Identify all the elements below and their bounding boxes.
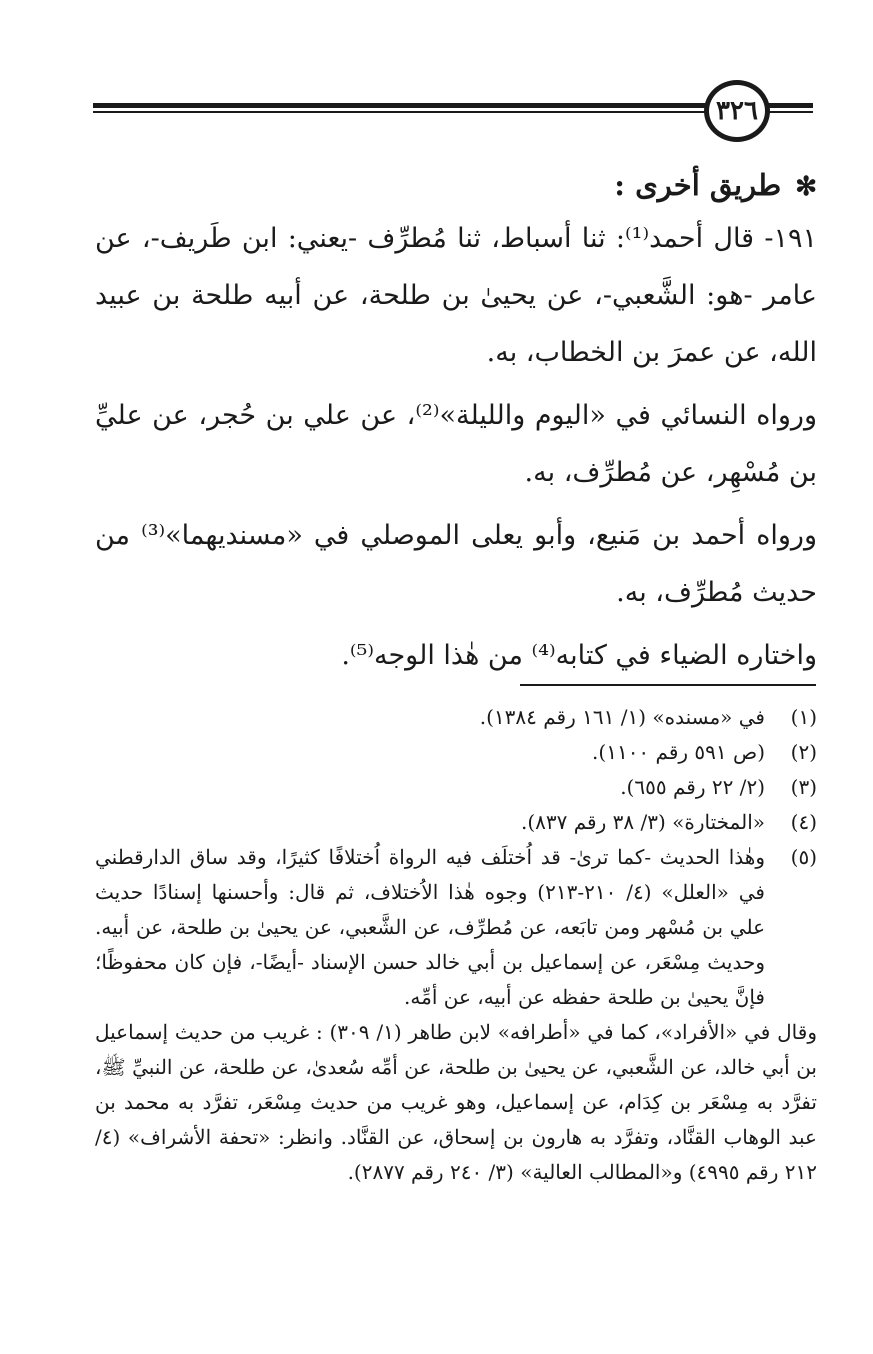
footnote-number: (٤) [790,810,817,834]
footnote [95,840,817,1015]
paragraph: واختاره الضياء في كتابه⁽⁴⁾ من هٰذا الوجه⁽⁵⁾. [341,640,817,671]
footnote-number: (١) [790,705,817,729]
main-text [95,210,817,690]
footnotes [95,700,817,1190]
footnote-text: «المختارة» (٣/ ٣٨ رقم ٨٣٧). [520,810,765,834]
footnote-number: (٥) [790,845,817,869]
paragraph: ورواه أحمد بن مَنيع، وأبو يعلى الموصلي في «مسنديهما»⁽³⁾ من حديث مُطرِّف، به. [95,520,817,608]
footnote-continuation: وقال في «الأفراد»، كما في «أطرافه» لابن طاهر (١/ ٣٠٩) : غريب من حديث إسماعيل بن أبي خالد، عن الشَّعبي، عن يحيىٰ بن طلحة، عن أمِّه سُعدىٰ، عن طلحة، عن النبيِّ ﷺ، تفرَّد به مِسْعَر بن كِدَام، عن إسماعيل، وهو غريب من حديث مِسْعَر، تفرَّد به محمد بن عبد الوهاب القنَّاد، وتفرَّد به هارون بن إسحاق، عن القنَّاد. وانظر: «تحفة الأشراف» (٤/ ٢١٢ رقم ٤٩٩٥) و«المطالب العالية» (٣/ ٢٤٠ رقم ٢٨٧٧). [95,1020,817,1184]
asterism-icon: ✻ [795,172,817,202]
footnote [95,735,817,770]
page-number: ٣٢٦ [704,80,770,142]
footnote-number: (٢) [790,740,817,764]
footnote-divider [520,684,816,686]
footnote [95,805,817,840]
paragraph: ورواه النسائي في «اليوم والليلة»⁽²⁾، عن علي بن حُجر، عن عليِّ بن مُسْهِر، عن مُطرِّف، به. [95,400,817,488]
footnote [95,700,817,735]
footnote-text: في «مسنده» (١/ ١٦١ رقم ١٣٨٤). [479,705,765,729]
footnote-text: وهٰذا الحديث -كما ترىٰ- قد اُختلَف فيه الرواة اُختلافًا كثيرًا، وقد ساق الدارقطني في «العلل» (٤/ ٢١٠-٢١٣) وجوه هٰذا الاُختلاف، ثم قال: وأحسنها إسنادًا حديث علي بن مُسْهر ومن تابَعه، عن مُطرِّف، عن الشَّعبي، عن يحيىٰ بن طلحة، عن أبيه. وحديث مِسْعَر، عن إسماعيل بن أبي خالد حسن الإسناد -أيضًا-، فإن كان محفوظًا؛ فإنَّ يحيىٰ بن طلحة حفظه عن أبيه، عن أمِّه. [95,845,765,1009]
paragraph: ١٩١- قال أحمد⁽¹⁾: ثنا أسباط، ثنا مُطرِّف -يعني: ابن طَريف-، عن عامر -هو: الشَّعبي-، عن يحيىٰ بن طلحة، عن أبيه طلحة بن عبيد الله، عن عمرَ بن الخطاب، به. [95,223,817,368]
footnote-number: (٣) [790,775,817,799]
section-heading [97,160,817,212]
footnote-text: (٢/ ٢٢ رقم ٦٥٥). [620,775,765,799]
section-heading-text: طريق أخرى : [614,168,782,202]
footnote [95,770,817,805]
footnote-text: (ص ٥٩١ رقم ١١٠٠). [592,740,765,764]
